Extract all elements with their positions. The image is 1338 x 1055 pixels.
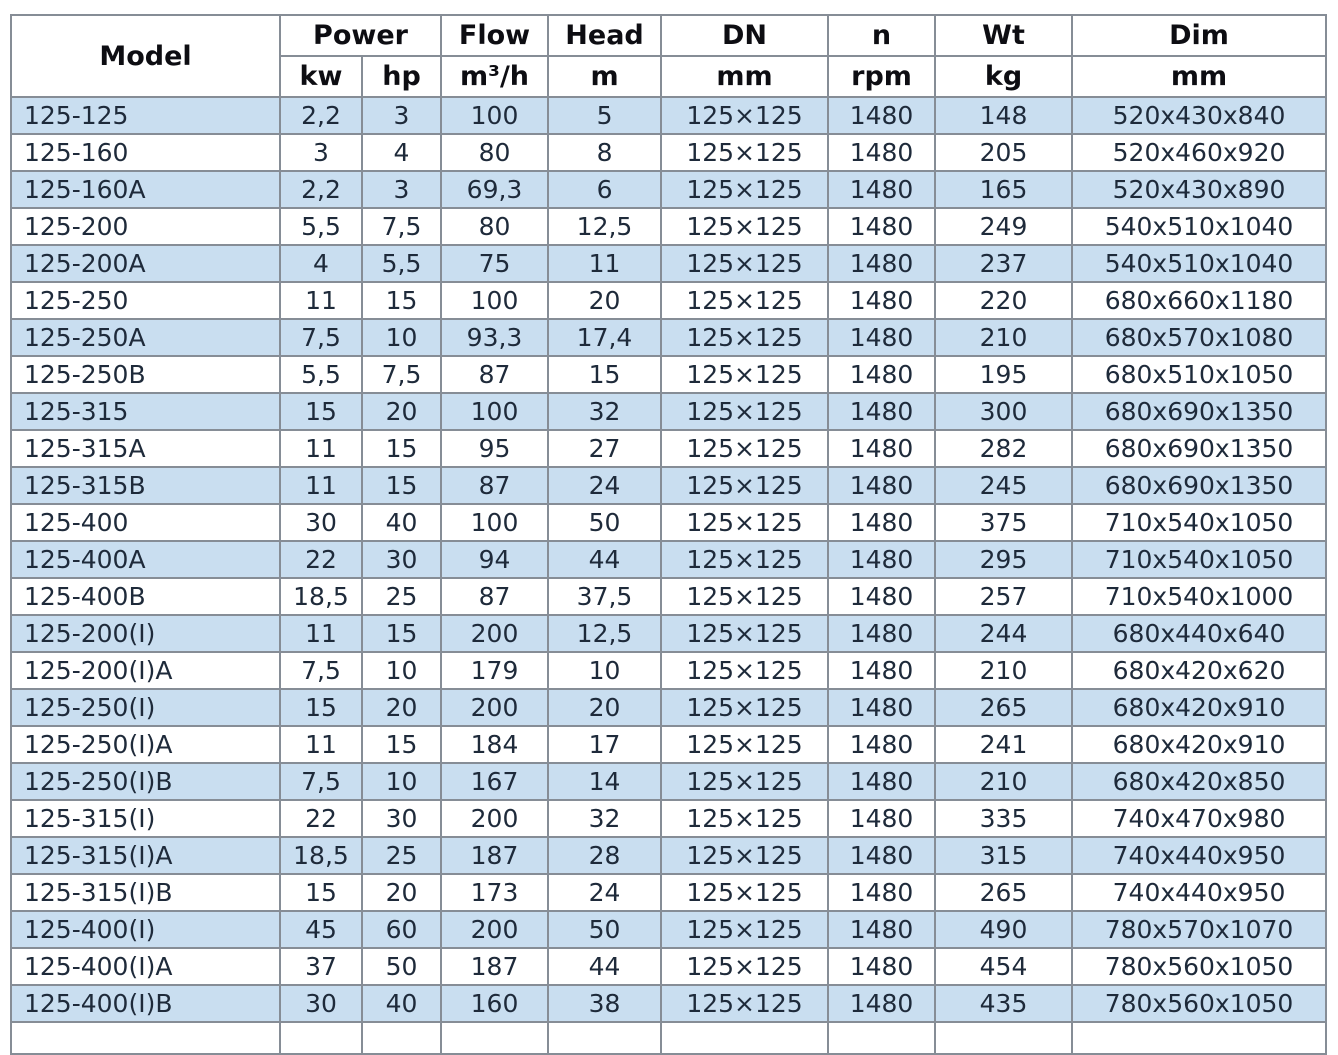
- cell-power-hp: 5,5: [362, 245, 441, 282]
- cell-dim: 540x510x1040: [1072, 208, 1326, 245]
- cell-flow: 100: [441, 282, 548, 319]
- cell-power-kw: 37: [280, 948, 362, 985]
- cell-flow: 87: [441, 578, 548, 615]
- cell-power-kw: 30: [280, 985, 362, 1022]
- cell-wt: 435: [935, 985, 1072, 1022]
- cell-n: 1480: [828, 763, 935, 800]
- cell-wt: 210: [935, 319, 1072, 356]
- cell-head: 17: [548, 726, 661, 763]
- cell-model: 125-125: [11, 97, 280, 134]
- table-row: [11, 726, 1326, 763]
- cell-flow: 75: [441, 245, 548, 282]
- col-header-power: Power: [280, 15, 441, 56]
- cell-wt: 315: [935, 837, 1072, 874]
- cell-empty: [11, 1022, 280, 1054]
- table-row: [11, 504, 1326, 541]
- cell-power-hp: 30: [362, 541, 441, 578]
- cell-power-hp: 25: [362, 578, 441, 615]
- unit-header-flow: m³/h: [441, 56, 548, 97]
- cell-power-hp: 7,5: [362, 208, 441, 245]
- cell-n: 1480: [828, 726, 935, 763]
- cell-power-hp: 15: [362, 282, 441, 319]
- cell-n: 1480: [828, 615, 935, 652]
- cell-dim: 680x420x910: [1072, 689, 1326, 726]
- cell-n: 1480: [828, 911, 935, 948]
- cell-model: 125-315(I): [11, 800, 280, 837]
- table-row: [11, 948, 1326, 985]
- cell-power-hp: 40: [362, 504, 441, 541]
- cell-head: 38: [548, 985, 661, 1022]
- cell-model: 125-400(I): [11, 911, 280, 948]
- cell-power-hp: 15: [362, 726, 441, 763]
- cell-flow: 200: [441, 689, 548, 726]
- cell-power-kw: 11: [280, 726, 362, 763]
- col-header-head: Head: [548, 15, 661, 56]
- cell-dim: 740x470x980: [1072, 800, 1326, 837]
- cell-n: 1480: [828, 578, 935, 615]
- pump-spec-table: [10, 14, 1327, 1055]
- cell-dim: 520x430x890: [1072, 171, 1326, 208]
- table-row: [11, 208, 1326, 245]
- table-row: [11, 171, 1326, 208]
- cell-dn: 125×125: [661, 652, 828, 689]
- cell-flow: 187: [441, 948, 548, 985]
- unit-header-hp: hp: [362, 56, 441, 97]
- cell-flow: 200: [441, 615, 548, 652]
- table-row: [11, 911, 1326, 948]
- cell-power-kw: 15: [280, 689, 362, 726]
- cell-dim: 780x560x1050: [1072, 948, 1326, 985]
- cell-dim: 680x690x1350: [1072, 430, 1326, 467]
- cell-n: 1480: [828, 393, 935, 430]
- cell-power-kw: 2,2: [280, 171, 362, 208]
- table-row: [11, 652, 1326, 689]
- cell-dim: 740x440x950: [1072, 874, 1326, 911]
- cell-wt: 165: [935, 171, 1072, 208]
- cell-wt: 265: [935, 689, 1072, 726]
- cell-power-kw: 11: [280, 430, 362, 467]
- cell-flow: 160: [441, 985, 548, 1022]
- cell-head: 20: [548, 689, 661, 726]
- cell-n: 1480: [828, 356, 935, 393]
- cell-power-kw: 15: [280, 393, 362, 430]
- cell-dn: 125×125: [661, 800, 828, 837]
- cell-dn: 125×125: [661, 948, 828, 985]
- cell-power-kw: 11: [280, 467, 362, 504]
- cell-dn: 125×125: [661, 97, 828, 134]
- cell-dim: 520x460x920: [1072, 134, 1326, 171]
- cell-wt: 244: [935, 615, 1072, 652]
- cell-power-hp: 15: [362, 467, 441, 504]
- cell-model: 125-400(I)B: [11, 985, 280, 1022]
- table-row: [11, 800, 1326, 837]
- cell-model: 125-200A: [11, 245, 280, 282]
- cell-power-hp: 10: [362, 319, 441, 356]
- cell-model: 125-250: [11, 282, 280, 319]
- cell-dim: 680x420x850: [1072, 763, 1326, 800]
- col-header-dim: Dim: [1072, 15, 1326, 56]
- cell-model: 125-160A: [11, 171, 280, 208]
- cell-power-kw: 2,2: [280, 97, 362, 134]
- cell-flow: 87: [441, 356, 548, 393]
- unit-header-head: m: [548, 56, 661, 97]
- cell-power-kw: 30: [280, 504, 362, 541]
- cell-head: 44: [548, 541, 661, 578]
- cell-empty: [1072, 1022, 1326, 1054]
- cell-power-hp: 25: [362, 837, 441, 874]
- cell-dn: 125×125: [661, 319, 828, 356]
- cell-dn: 125×125: [661, 615, 828, 652]
- table-row-partial: [11, 1022, 1326, 1054]
- cell-n: 1480: [828, 800, 935, 837]
- cell-flow: 184: [441, 726, 548, 763]
- cell-dim: 740x440x950: [1072, 837, 1326, 874]
- cell-model: 125-400B: [11, 578, 280, 615]
- cell-power-hp: 50: [362, 948, 441, 985]
- cell-wt: 282: [935, 430, 1072, 467]
- cell-dn: 125×125: [661, 837, 828, 874]
- cell-flow: 100: [441, 97, 548, 134]
- cell-dn: 125×125: [661, 874, 828, 911]
- cell-head: 20: [548, 282, 661, 319]
- cell-n: 1480: [828, 134, 935, 171]
- cell-power-kw: 11: [280, 282, 362, 319]
- cell-n: 1480: [828, 245, 935, 282]
- cell-power-hp: 30: [362, 800, 441, 837]
- cell-n: 1480: [828, 837, 935, 874]
- cell-empty: [441, 1022, 548, 1054]
- cell-power-hp: 4: [362, 134, 441, 171]
- cell-power-kw: 3: [280, 134, 362, 171]
- cell-dim: 710x540x1050: [1072, 504, 1326, 541]
- cell-wt: 300: [935, 393, 1072, 430]
- cell-dim: 680x440x640: [1072, 615, 1326, 652]
- cell-flow: 167: [441, 763, 548, 800]
- cell-power-hp: 40: [362, 985, 441, 1022]
- cell-power-hp: 3: [362, 171, 441, 208]
- cell-wt: 220: [935, 282, 1072, 319]
- cell-dn: 125×125: [661, 689, 828, 726]
- cell-power-hp: 10: [362, 763, 441, 800]
- cell-flow: 200: [441, 911, 548, 948]
- cell-n: 1480: [828, 504, 935, 541]
- cell-model: 125-315B: [11, 467, 280, 504]
- cell-dn: 125×125: [661, 467, 828, 504]
- cell-dim: 710x540x1050: [1072, 541, 1326, 578]
- cell-model: 125-250(I): [11, 689, 280, 726]
- cell-dim: 780x570x1070: [1072, 911, 1326, 948]
- cell-head: 24: [548, 467, 661, 504]
- cell-dim: 680x510x1050: [1072, 356, 1326, 393]
- cell-n: 1480: [828, 948, 935, 985]
- cell-model: 125-160: [11, 134, 280, 171]
- cell-dim: 680x420x910: [1072, 726, 1326, 763]
- cell-n: 1480: [828, 652, 935, 689]
- table-row: [11, 393, 1326, 430]
- cell-model: 125-400(I)A: [11, 948, 280, 985]
- cell-n: 1480: [828, 282, 935, 319]
- cell-model: 125-200(I): [11, 615, 280, 652]
- cell-model: 125-250(I)A: [11, 726, 280, 763]
- table-row: [11, 467, 1326, 504]
- cell-flow: 93,3: [441, 319, 548, 356]
- col-header-dn: DN: [661, 15, 828, 56]
- cell-wt: 195: [935, 356, 1072, 393]
- cell-flow: 95: [441, 430, 548, 467]
- cell-dim: 780x560x1050: [1072, 985, 1326, 1022]
- cell-power-hp: 20: [362, 393, 441, 430]
- table-row: [11, 763, 1326, 800]
- cell-model: 125-315: [11, 393, 280, 430]
- cell-head: 44: [548, 948, 661, 985]
- cell-dn: 125×125: [661, 504, 828, 541]
- cell-model: 125-250(I)B: [11, 763, 280, 800]
- cell-power-kw: 5,5: [280, 356, 362, 393]
- cell-flow: 100: [441, 393, 548, 430]
- table-body: [11, 97, 1326, 1054]
- cell-flow: 80: [441, 208, 548, 245]
- cell-power-kw: 4: [280, 245, 362, 282]
- cell-n: 1480: [828, 467, 935, 504]
- table-row: [11, 541, 1326, 578]
- table-row: [11, 689, 1326, 726]
- cell-power-kw: 11: [280, 615, 362, 652]
- cell-n: 1480: [828, 97, 935, 134]
- cell-head: 14: [548, 763, 661, 800]
- cell-head: 15: [548, 356, 661, 393]
- cell-wt: 257: [935, 578, 1072, 615]
- cell-head: 8: [548, 134, 661, 171]
- cell-power-hp: 15: [362, 430, 441, 467]
- header-row-titles: [11, 15, 1326, 56]
- cell-wt: 295: [935, 541, 1072, 578]
- cell-head: 50: [548, 504, 661, 541]
- cell-wt: 148: [935, 97, 1072, 134]
- cell-model: 125-400: [11, 504, 280, 541]
- cell-dn: 125×125: [661, 578, 828, 615]
- table-row: [11, 578, 1326, 615]
- cell-head: 11: [548, 245, 661, 282]
- cell-model: 125-200(I)A: [11, 652, 280, 689]
- cell-flow: 69,3: [441, 171, 548, 208]
- cell-dn: 125×125: [661, 430, 828, 467]
- cell-model: 125-315A: [11, 430, 280, 467]
- cell-head: 12,5: [548, 615, 661, 652]
- cell-power-hp: 7,5: [362, 356, 441, 393]
- cell-power-hp: 20: [362, 874, 441, 911]
- col-header-model: Model: [11, 15, 280, 97]
- unit-header-dn: mm: [661, 56, 828, 97]
- table-row: [11, 319, 1326, 356]
- table-row: [11, 430, 1326, 467]
- col-header-wt: Wt: [935, 15, 1072, 56]
- cell-model: 125-250B: [11, 356, 280, 393]
- col-header-n: n: [828, 15, 935, 56]
- cell-power-hp: 20: [362, 689, 441, 726]
- cell-dim: 680x690x1350: [1072, 467, 1326, 504]
- cell-head: 32: [548, 393, 661, 430]
- cell-head: 5: [548, 97, 661, 134]
- cell-model: 125-315(I)A: [11, 837, 280, 874]
- cell-n: 1480: [828, 430, 935, 467]
- cell-power-kw: 22: [280, 800, 362, 837]
- cell-flow: 100: [441, 504, 548, 541]
- cell-dn: 125×125: [661, 171, 828, 208]
- cell-wt: 265: [935, 874, 1072, 911]
- cell-dim: 540x510x1040: [1072, 245, 1326, 282]
- unit-header-kw: kw: [280, 56, 362, 97]
- cell-power-kw: 5,5: [280, 208, 362, 245]
- table-row: [11, 134, 1326, 171]
- cell-empty: [280, 1022, 362, 1054]
- cell-power-kw: 18,5: [280, 578, 362, 615]
- cell-dn: 125×125: [661, 282, 828, 319]
- cell-dim: 680x420x620: [1072, 652, 1326, 689]
- cell-wt: 210: [935, 763, 1072, 800]
- cell-dn: 125×125: [661, 985, 828, 1022]
- table-header: [11, 15, 1326, 97]
- cell-power-kw: 7,5: [280, 763, 362, 800]
- cell-dn: 125×125: [661, 911, 828, 948]
- cell-n: 1480: [828, 319, 935, 356]
- cell-dn: 125×125: [661, 541, 828, 578]
- cell-n: 1480: [828, 541, 935, 578]
- cell-dn: 125×125: [661, 134, 828, 171]
- cell-flow: 187: [441, 837, 548, 874]
- cell-n: 1480: [828, 171, 935, 208]
- cell-power-kw: 18,5: [280, 837, 362, 874]
- cell-n: 1480: [828, 208, 935, 245]
- cell-empty: [362, 1022, 441, 1054]
- cell-dim: 680x660x1180: [1072, 282, 1326, 319]
- cell-flow: 200: [441, 800, 548, 837]
- cell-empty: [661, 1022, 828, 1054]
- cell-dim: 710x540x1000: [1072, 578, 1326, 615]
- unit-header-wt: kg: [935, 56, 1072, 97]
- cell-power-hp: 10: [362, 652, 441, 689]
- cell-head: 37,5: [548, 578, 661, 615]
- table-row: [11, 282, 1326, 319]
- cell-dn: 125×125: [661, 726, 828, 763]
- cell-flow: 87: [441, 467, 548, 504]
- cell-dim: 520x430x840: [1072, 97, 1326, 134]
- cell-flow: 173: [441, 874, 548, 911]
- cell-wt: 237: [935, 245, 1072, 282]
- cell-power-kw: 7,5: [280, 652, 362, 689]
- cell-dim: 680x690x1350: [1072, 393, 1326, 430]
- table-row: [11, 985, 1326, 1022]
- cell-wt: 210: [935, 652, 1072, 689]
- col-header-flow: Flow: [441, 15, 548, 56]
- table-row: [11, 356, 1326, 393]
- cell-head: 17,4: [548, 319, 661, 356]
- cell-flow: 94: [441, 541, 548, 578]
- cell-model: 125-315(I)B: [11, 874, 280, 911]
- cell-dn: 125×125: [661, 356, 828, 393]
- cell-model: 125-250A: [11, 319, 280, 356]
- cell-wt: 245: [935, 467, 1072, 504]
- cell-wt: 454: [935, 948, 1072, 985]
- table-row: [11, 615, 1326, 652]
- cell-head: 24: [548, 874, 661, 911]
- table-row: [11, 837, 1326, 874]
- table-row: [11, 245, 1326, 282]
- cell-model: 125-200: [11, 208, 280, 245]
- cell-empty: [935, 1022, 1072, 1054]
- cell-dn: 125×125: [661, 245, 828, 282]
- cell-power-kw: 7,5: [280, 319, 362, 356]
- cell-head: 12,5: [548, 208, 661, 245]
- unit-header-dim: mm: [1072, 56, 1326, 97]
- cell-wt: 375: [935, 504, 1072, 541]
- cell-head: 28: [548, 837, 661, 874]
- cell-dn: 125×125: [661, 393, 828, 430]
- cell-power-kw: 22: [280, 541, 362, 578]
- table-row: [11, 97, 1326, 134]
- table-row: [11, 874, 1326, 911]
- cell-power-hp: 60: [362, 911, 441, 948]
- cell-wt: 205: [935, 134, 1072, 171]
- cell-wt: 241: [935, 726, 1072, 763]
- cell-empty: [548, 1022, 661, 1054]
- cell-n: 1480: [828, 689, 935, 726]
- cell-power-kw: 45: [280, 911, 362, 948]
- cell-flow: 80: [441, 134, 548, 171]
- cell-dn: 125×125: [661, 208, 828, 245]
- cell-head: 50: [548, 911, 661, 948]
- cell-wt: 490: [935, 911, 1072, 948]
- cell-model: 125-400A: [11, 541, 280, 578]
- cell-dim: 680x570x1080: [1072, 319, 1326, 356]
- cell-power-hp: 3: [362, 97, 441, 134]
- unit-header-n: rpm: [828, 56, 935, 97]
- cell-wt: 335: [935, 800, 1072, 837]
- cell-n: 1480: [828, 985, 935, 1022]
- cell-power-hp: 15: [362, 615, 441, 652]
- cell-power-kw: 15: [280, 874, 362, 911]
- cell-wt: 249: [935, 208, 1072, 245]
- cell-n: 1480: [828, 874, 935, 911]
- cell-empty: [828, 1022, 935, 1054]
- cell-head: 10: [548, 652, 661, 689]
- cell-head: 32: [548, 800, 661, 837]
- cell-flow: 179: [441, 652, 548, 689]
- cell-head: 27: [548, 430, 661, 467]
- cell-head: 6: [548, 171, 661, 208]
- cell-dn: 125×125: [661, 763, 828, 800]
